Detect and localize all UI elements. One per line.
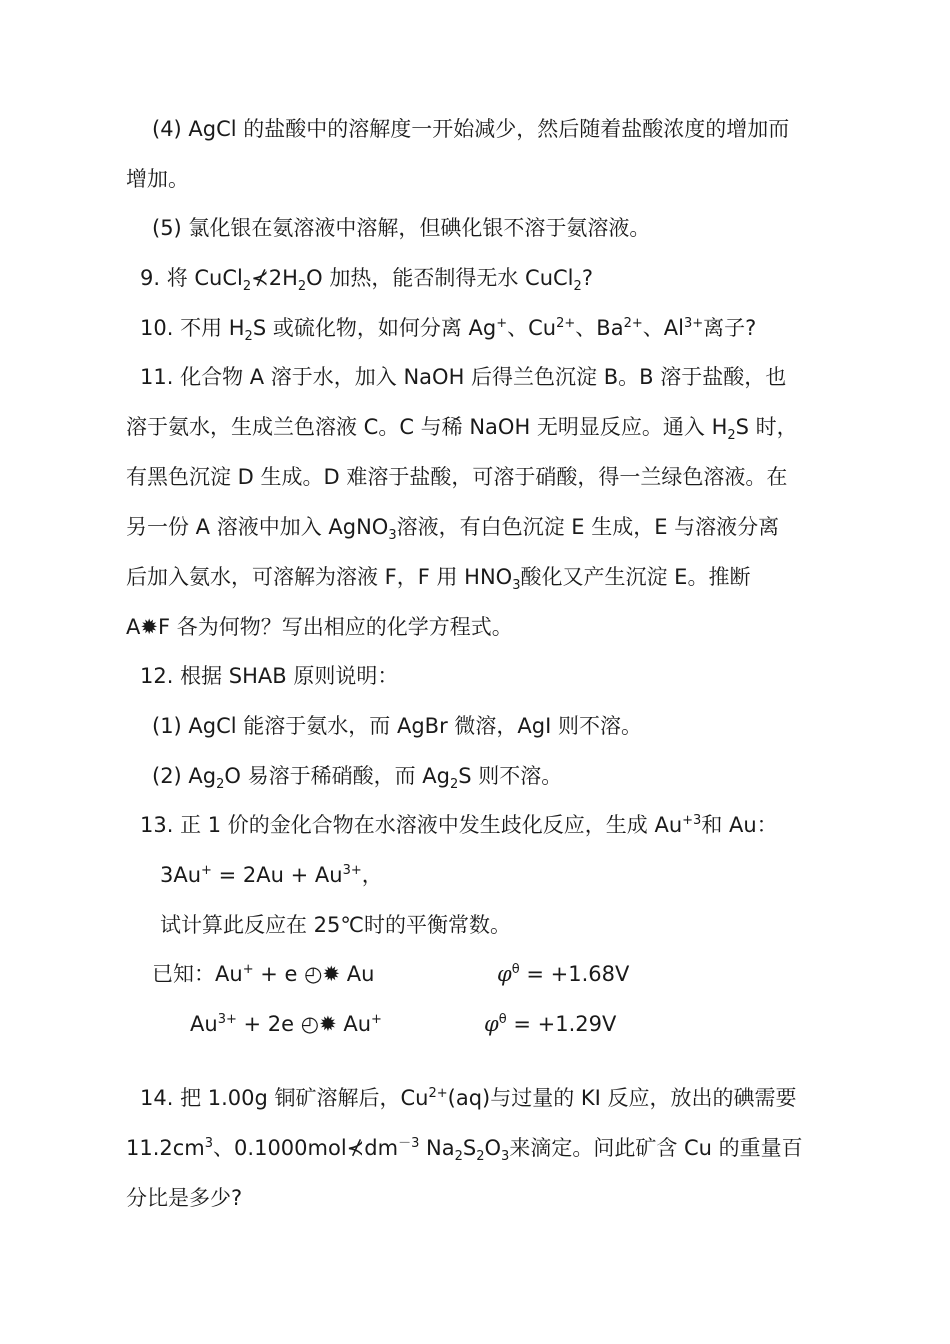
q10-text-d: 、Ba: [575, 316, 624, 340]
q11-text1: 11. 化合物 A 溶于水，加入 NaOH 后得兰色沉淀 B。B 溶于盐酸，也: [140, 365, 787, 389]
q13-r1-a: Au: [215, 962, 243, 986]
q11-line1: [140, 362, 786, 392]
q10-text-f: 离子?: [703, 316, 757, 340]
q13-eq-sup1: +: [201, 863, 212, 878]
q8-item5-text: (5) 氯化银在氨溶液中溶解，但碘化银不溶于氨溶液。: [152, 216, 651, 240]
q14-line3: [126, 1183, 242, 1213]
q14-line2-f: 来滴定。问此矿含 Cu 的重量百: [509, 1136, 803, 1160]
q13-eq-b: = 2Au + Au: [211, 863, 343, 887]
q13-r2-potential: [484, 1009, 616, 1039]
q14-line2-c: Na: [419, 1136, 455, 1160]
q9-text-c: O 加热，能否制得无水 CuCl: [306, 266, 574, 290]
q11-sub4: 3: [388, 528, 397, 544]
q8-item5: [152, 213, 650, 243]
q11-text4b: 溶液，有白色沉淀 E 生成，E 与溶液分离: [396, 515, 780, 539]
q13-r1-sup: +: [242, 962, 254, 977]
q9-sub1: 2: [242, 279, 252, 295]
q14-line2-sup2: －3: [398, 1136, 420, 1151]
q8-item4-text2: 增加。: [126, 167, 189, 191]
q11-text2b: S 时，: [735, 415, 798, 439]
q9-sub3: 2: [573, 279, 582, 295]
q11-line5: [126, 562, 750, 592]
q14-line1: [140, 1083, 797, 1113]
q12-title: [140, 661, 398, 691]
q13-eq-a: 3Au: [160, 863, 202, 887]
q14-line2-sub3: 3: [501, 1149, 510, 1165]
q14-line2: [126, 1133, 803, 1163]
q9-text-b: ⊀2H: [251, 266, 298, 290]
q10-text-b: S 或硫化物，如何分离 Ag: [252, 316, 497, 340]
q10-sup1: +: [496, 316, 508, 331]
q11-line3: [126, 462, 787, 492]
q13-known-label: 已知：: [152, 962, 215, 986]
q10-text-c: 、Cu: [507, 316, 557, 340]
q9: [140, 263, 593, 293]
q13-title-a: 13. 正 1 价的金化合物在水溶液中发生歧化反应，生成 Au: [140, 813, 683, 837]
q11-text2a: 溶于氨水，生成兰色溶液 C。C 与稀 NaOH 无明显反应。通入 H: [126, 415, 728, 439]
q12-item2-c: S 则不溶。: [458, 764, 563, 788]
q10-sup2: 2+: [556, 316, 576, 331]
q11-sub5: 3: [512, 578, 521, 594]
q9-text-a: 9. 将 CuCl: [140, 266, 243, 290]
q8-item4-line2: [126, 164, 189, 194]
q12-item2-b: O 易溶于稀硝酸，而 Ag: [224, 764, 450, 788]
q13-ask: [160, 910, 511, 940]
q11-text5a: 后加入氨水，可溶解为溶液 F，F 用 HNO: [126, 565, 513, 589]
q13-r2-a: Au: [190, 1012, 218, 1036]
q8-item4-text1: (4) AgCl 的盐酸中的溶解度一开始减少，然后随着盐酸浓度的增加而: [152, 117, 790, 141]
q13-r1-b: + e ◴✹ Au: [253, 962, 375, 986]
q14-line1-a: 14. 把 1.00g 铜矿溶解后，Cu: [140, 1086, 429, 1110]
q10: [140, 313, 756, 343]
q14-line2-b: 、0.1000mol⊀dm: [213, 1136, 399, 1160]
q13-r1-theta: θ: [511, 962, 520, 977]
q13-title-b: 和 Au：: [701, 813, 778, 837]
q11-text5b: 酸化又产生沉淀 E。推断: [520, 565, 751, 589]
q14-line2-sub1: 2: [454, 1149, 463, 1165]
q14-line3-text: 分比是多少?: [126, 1186, 243, 1210]
q13-ask-text: 试计算此反应在 25℃时的平衡常数。: [160, 913, 511, 937]
q14-line1-b: (aq)与过量的 KI 反应，放出的碘需要: [447, 1086, 797, 1110]
q9-sub2: 2: [297, 279, 307, 295]
q14-line1-sup: 2+: [428, 1086, 448, 1101]
q13-eq-c: ，: [361, 863, 383, 887]
q12-item2-sub1: 2: [216, 777, 225, 793]
q11-text4a: 另一份 A 溶液中加入 AgNO: [126, 515, 389, 539]
phi-symbol: φ: [484, 1012, 499, 1036]
q14-line2-sup1: 3: [204, 1136, 214, 1151]
q13-known-row1: [152, 959, 712, 989]
q13-eq-sup2: 3+: [342, 863, 362, 878]
q12-item1: [152, 711, 642, 741]
phi-symbol: φ: [497, 962, 512, 986]
q10-sup4: 3+: [683, 316, 704, 331]
q13-r2-b: + 2e ◴✹ Au: [236, 1012, 372, 1036]
q10-sup3: 2+: [623, 316, 643, 331]
q12-title-text: 12. 根据 SHAB 原则说明：: [140, 664, 399, 688]
q14-line2-a: 11.2cm: [126, 1136, 205, 1160]
q11-line6: [126, 612, 513, 642]
q13-r1-potential: [497, 959, 629, 989]
q13-equation: [160, 860, 383, 890]
q12-item1-text: (1) AgCl 能溶于氨水，而 AgBr 微溶，AgI 则不溶。: [152, 714, 642, 738]
q13-title: [140, 810, 778, 840]
q11-line4: [126, 512, 779, 542]
q13-r2-sup1: 3+: [217, 1012, 237, 1027]
q10-text-a: 10. 不用 H: [140, 316, 245, 340]
q11-text6: A✹F 各为何物？写出相应的化学方程式。: [126, 615, 513, 639]
q12-item2-sub2: 2: [449, 777, 459, 793]
q13-known-row2: [190, 1009, 710, 1039]
q14-line2-e: O: [484, 1136, 502, 1160]
q13-r2-value: = +1.29V: [506, 1012, 617, 1036]
q10-sub1: 2: [244, 329, 253, 345]
q13-r2-theta: θ: [498, 1012, 507, 1027]
q14-line2-sub2: 2: [476, 1149, 485, 1165]
q14-line2-d: S: [462, 1136, 477, 1160]
q11-line2: [126, 412, 798, 442]
q11-text3: 有黑色沉淀 D 生成。D 难溶于盐酸，可溶于硝酸，得一兰绿色溶液。在: [126, 465, 788, 489]
q10-text-e: 、Al: [642, 316, 684, 340]
q12-item2-a: (2) Ag: [152, 764, 217, 788]
q13-r1-value: = +1.68V: [519, 962, 630, 986]
q8-item4-line1: [152, 114, 789, 144]
q9-text-d: ?: [581, 266, 593, 290]
q12-item2: [152, 761, 562, 791]
q13-r2-sup2: +: [371, 1012, 382, 1027]
q11-sub2: 2: [727, 428, 736, 444]
q13-title-sup: +3: [682, 813, 702, 828]
